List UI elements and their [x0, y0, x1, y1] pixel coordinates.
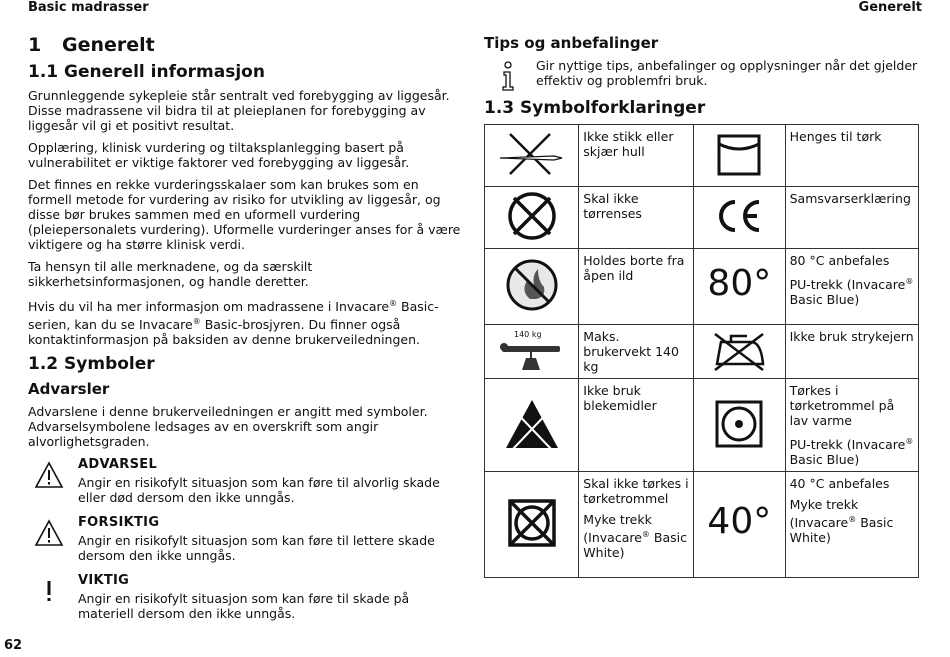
- desc-part: Myke trekk (Invacare: [789, 497, 859, 531]
- symbol-desc: Holdes borte fra åpen ild: [579, 249, 694, 325]
- table-row: [485, 472, 919, 578]
- page-number: 62: [4, 638, 23, 653]
- temp-80: 80°: [707, 262, 772, 304]
- tips-text: Gir nyttige tips, anbefalinger og opplysninger når det gjelder effektiv og problemfri bruk.: [536, 58, 918, 88]
- tips-heading: Tips og anbefalinger: [484, 34, 659, 52]
- tumble-dry-low-icon: [694, 379, 786, 472]
- symbol-desc: Samsvarserklæring: [785, 187, 918, 249]
- ce-mark-icon: [694, 187, 786, 249]
- paragraph-4: Ta hensyn til alle merknadene, og da særskilt sikkerhetsinformasjonen, og handle deretter.: [28, 259, 313, 289]
- no-dry-clean-icon: [485, 187, 579, 249]
- desc-part: PU-trekk (Invacare: [789, 277, 906, 293]
- symbol-desc-sub: [790, 274, 914, 307]
- symbol-desc: Skal ikke tørkes i tørketrommel: [583, 476, 689, 507]
- chapter-title: [28, 34, 464, 56]
- chapter-title-text: Generelt: [62, 34, 155, 56]
- desc-part: PU-trekk (Invacare: [789, 437, 906, 453]
- wash-40-label: [694, 472, 786, 578]
- paragraph-1: Grunnleggende sykepleie står sentralt ved forebygging av liggesår. Disse madrassene vil bidra til at pleieplanen for forebygging av liggesår vil gi et positivt resultat.: [28, 88, 450, 133]
- desc-part: Myke trekk (Invacare: [583, 512, 652, 546]
- symbol-desc-group: [785, 379, 918, 472]
- symbol-desc-group: [785, 472, 918, 578]
- p5-part-a: Hvis du vil ha mer informasjon om madrassene i Invacare: [28, 299, 390, 315]
- desc-part: Basic Blue): [789, 452, 860, 468]
- left-column: [28, 34, 464, 631]
- wash-80-label: [694, 249, 786, 325]
- caution-block: [28, 515, 464, 563]
- table-row: [485, 249, 919, 325]
- symbol-desc-sub: [790, 497, 914, 545]
- caution-title: FORSIKTIG: [78, 515, 160, 531]
- important-block: [28, 573, 464, 621]
- important-title: VIKTIG: [78, 573, 130, 589]
- symbol-desc: 80 °C anbefales: [789, 253, 890, 268]
- subheading-warnings: Advarsler: [28, 380, 110, 399]
- table-row: [485, 379, 919, 472]
- symbol-desc-group: [579, 472, 694, 578]
- no-bleach-icon: [485, 379, 579, 472]
- exclamation-icon: [34, 577, 64, 605]
- symbol-desc: Tørkes i tørketrommel på lav varme: [789, 383, 895, 428]
- symbol-desc-group: [785, 249, 918, 325]
- desc-part: Basic White): [583, 530, 687, 561]
- caution-text: Angir en risikofylt situasjon som kan føre til lettere skade dersom den ikke unngås.: [78, 533, 435, 564]
- symbol-desc: Maks. brukervekt 140 kg: [579, 325, 694, 379]
- symbol-desc-sub: [790, 434, 914, 467]
- desc-part: Basic White): [789, 515, 894, 546]
- symbol-desc: 40 °C anbefales: [789, 476, 890, 492]
- warning-block: [28, 457, 464, 505]
- symbol-table: [484, 124, 919, 578]
- table-row: [485, 125, 919, 187]
- symbol-desc: Ikke bruk blekemidler: [579, 379, 694, 472]
- reg-mark: ®: [192, 317, 201, 327]
- max-weight-icon: [485, 325, 579, 379]
- reg-mark: ®: [641, 530, 650, 540]
- symbol-desc-sub: [583, 512, 689, 560]
- warning-text: Angir en risikofylt situasjon som kan føre til alvorlig skade eller død dersom den ikke unngås.: [78, 475, 440, 506]
- reg-mark: ®: [905, 437, 914, 446]
- symbol-desc: Henges til tørk: [785, 125, 918, 187]
- temp-40: 40°: [707, 500, 772, 542]
- symbol-desc: Ikke stikk eller skjær hull: [579, 125, 694, 187]
- p5-part-c: Basic-brosjyren. Du finner også kontaktinformasjon på baksiden av denne brukerveiledningen.: [28, 317, 420, 348]
- reg-mark: ®: [848, 515, 857, 525]
- tips-block: [484, 58, 924, 88]
- info-icon: [494, 60, 522, 92]
- symbol-desc: Skal ikke tørrenses: [579, 187, 694, 249]
- desc-part: Basic Blue): [789, 292, 860, 308]
- weight-label: 140 kg: [513, 330, 542, 339]
- paragraph-2: Opplæring, klinisk vurdering og tiltaksplanlegging basert på vulnerabilitet er viktige faktorer ved forebygging av liggesår.: [28, 140, 410, 170]
- no-tumble-dry-icon: [485, 472, 579, 578]
- paragraph-5: [28, 296, 464, 347]
- section-heading-symbols: 1.2 Symboler: [28, 354, 155, 375]
- chapter-number: 1: [28, 34, 42, 56]
- right-column: [484, 34, 924, 578]
- important-text: Angir en risikofylt situasjon som kan føre til skade på materiell dersom den ikke unngås.: [78, 591, 410, 622]
- warning-title: ADVARSEL: [78, 457, 158, 473]
- symbol-legend-heading: 1.3 Symbolforklaringer: [484, 98, 706, 118]
- section-heading-info: 1.1 Generell informasjon: [28, 62, 265, 82]
- no-iron-icon: [694, 325, 786, 379]
- line-dry-icon: [694, 125, 786, 187]
- table-row: [485, 187, 919, 249]
- reg-mark: ®: [905, 277, 914, 286]
- no-open-flame-icon: [485, 249, 579, 325]
- caution-triangle-icon: [34, 519, 64, 547]
- symbol-desc: Ikke bruk strykejern: [785, 325, 918, 379]
- running-header-left: Basic madrasser: [28, 0, 149, 15]
- warning-triangle-icon: [34, 461, 64, 489]
- table-row: [485, 325, 919, 379]
- running-header-right: Generelt: [858, 0, 922, 15]
- no-cutting-icon: [485, 125, 579, 187]
- reg-mark: ®: [389, 299, 398, 308]
- paragraph-3: Det finnes en rekke vurderingsskalaer som kan brukes som en formell metode for vurdering av risiko for utvikling av liggesår, og disse bør brukes sammen med en uformell vurdering (pleiepersonalets vurdering). Uformelle vurderinger anses for å være viktigere og ha større klinisk verdi.: [28, 177, 461, 252]
- p5-part-b: Basic-serien, kan du se Invacare: [28, 299, 439, 333]
- paragraph-6: Advarslene i denne brukerveiledningen er angitt med symboler. Advarselsymbolene ledsages av en overskrift som angir alvorlighetsgraden.: [28, 404, 428, 450]
